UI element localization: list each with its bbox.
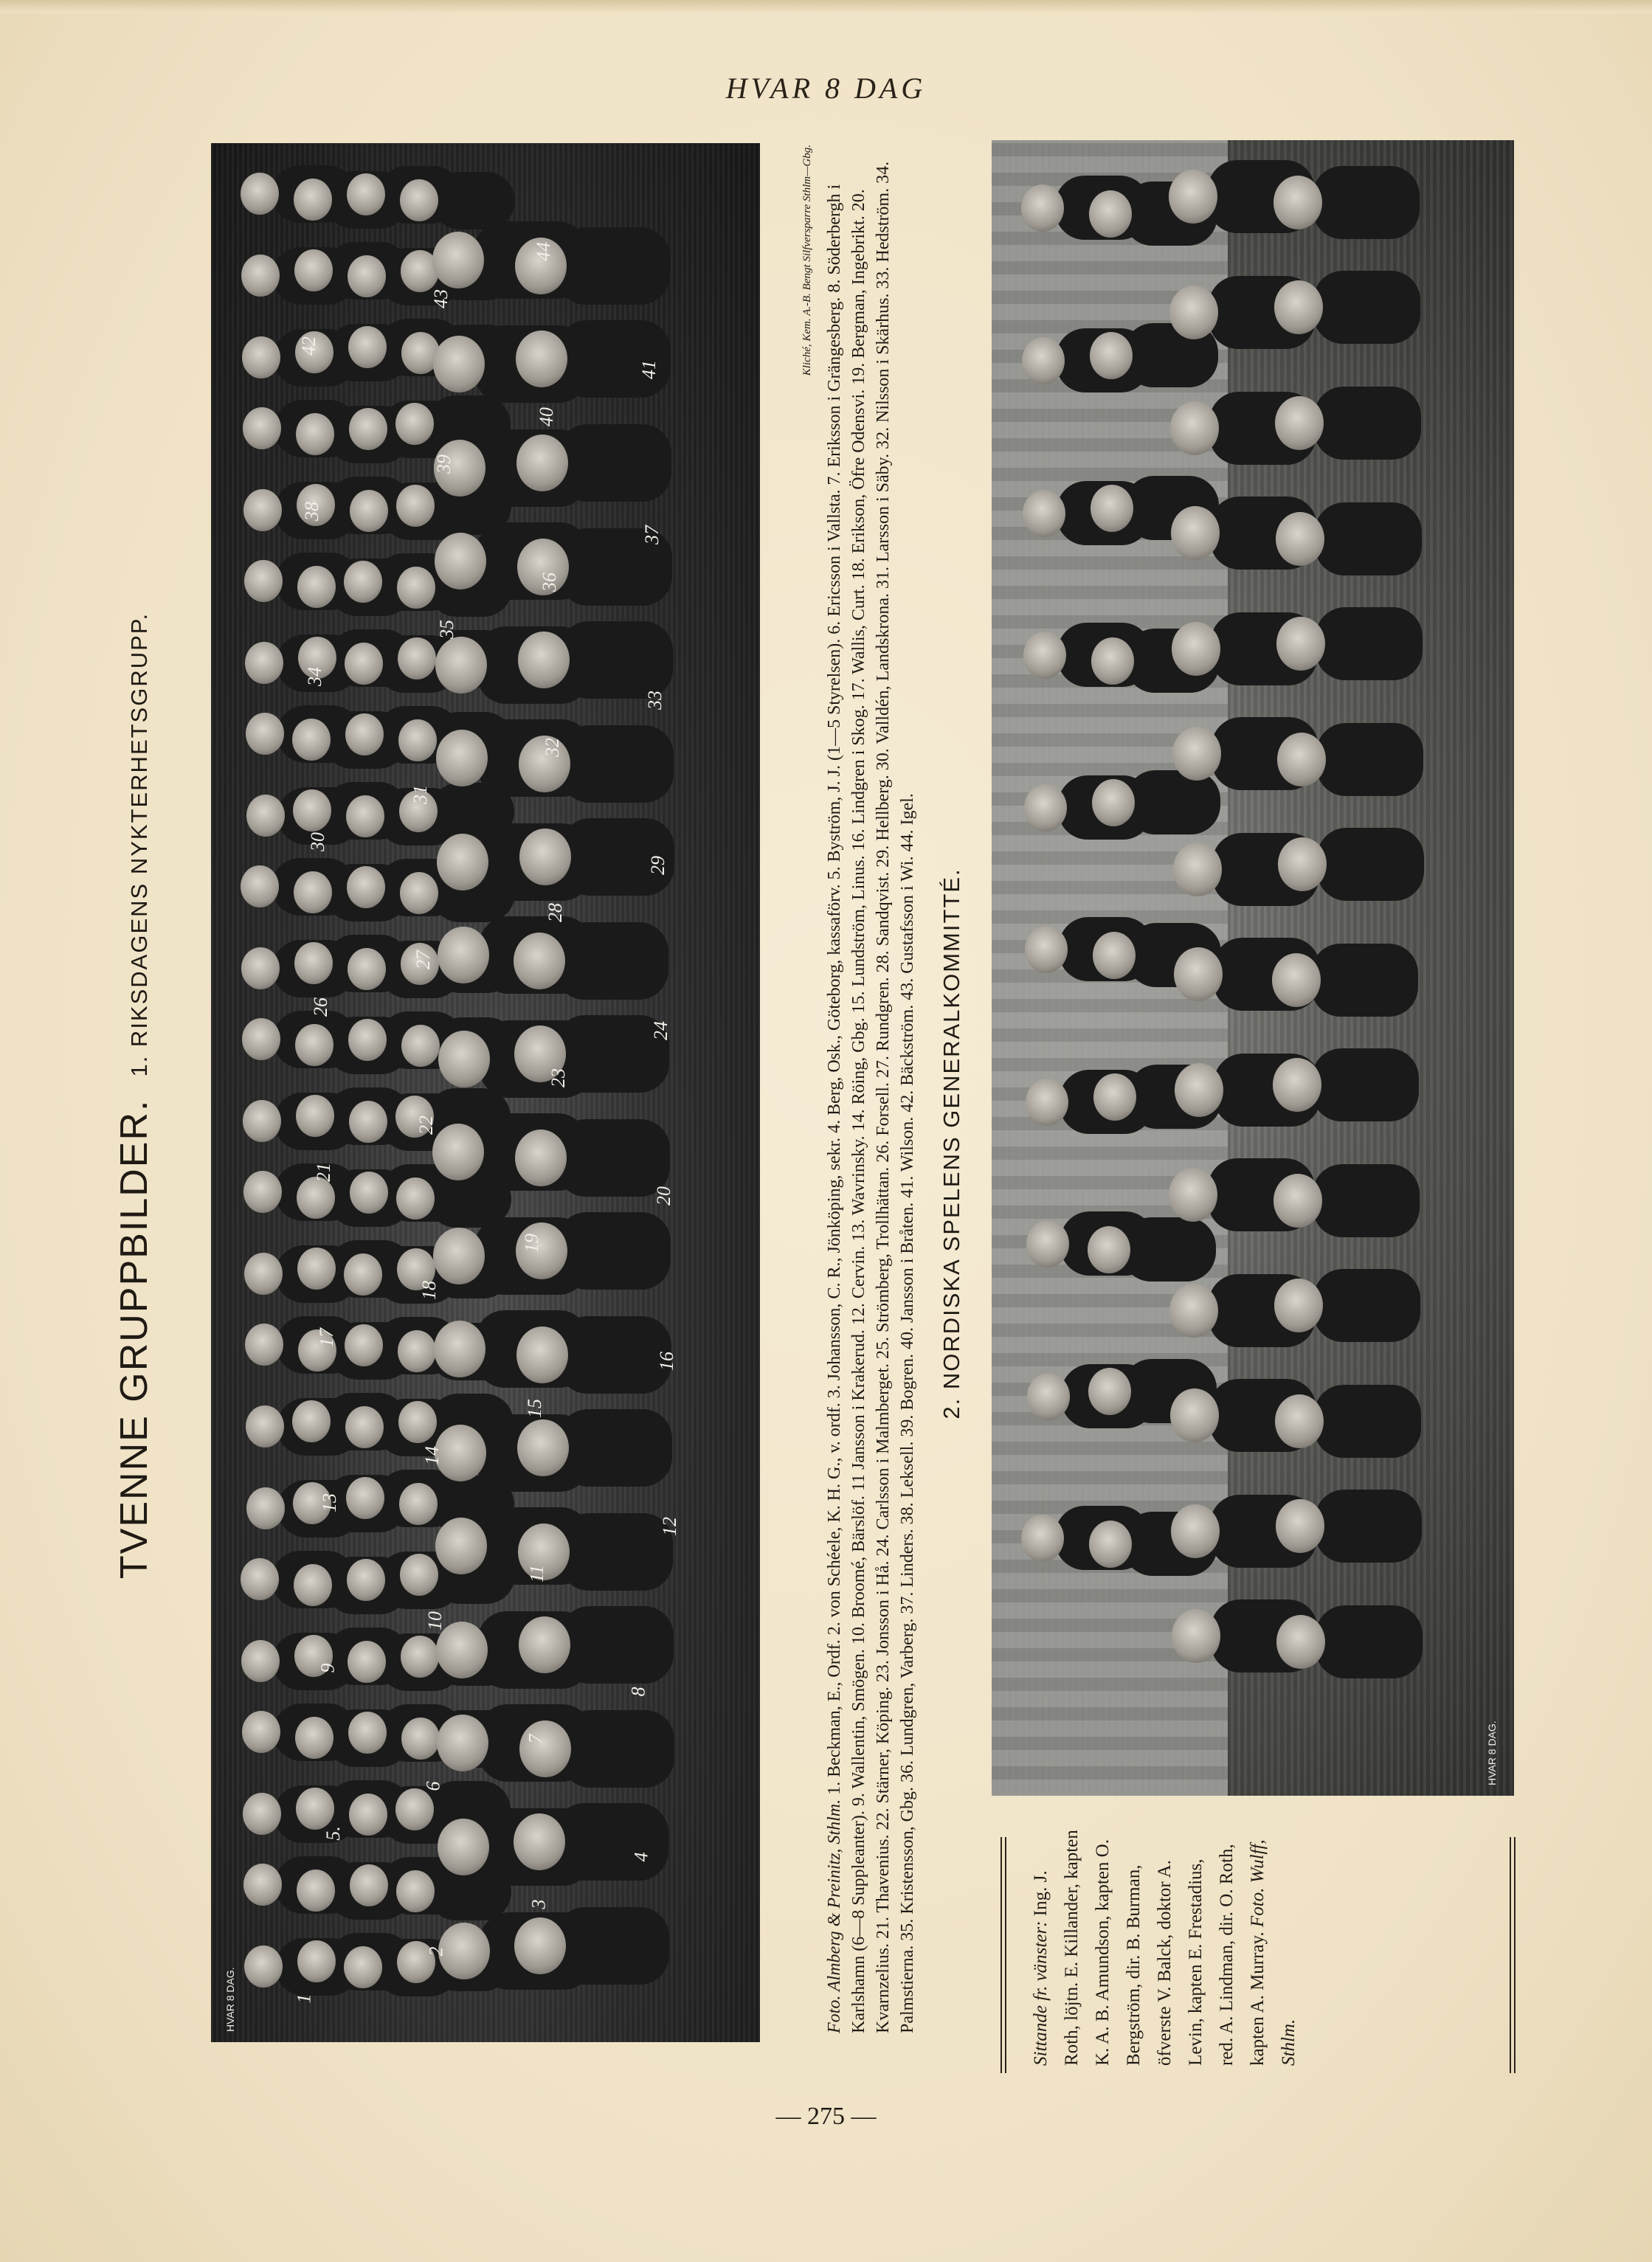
person-face bbox=[1021, 184, 1064, 232]
person-face bbox=[241, 1558, 279, 1600]
person-body bbox=[1126, 770, 1220, 834]
person-face bbox=[433, 336, 485, 392]
person-face bbox=[437, 1715, 488, 1771]
person-face bbox=[294, 249, 333, 291]
photo-number-label: 4 bbox=[630, 1852, 652, 1862]
person-face bbox=[514, 1813, 565, 1870]
photo-number-label: 42 bbox=[298, 336, 319, 356]
person-body bbox=[559, 621, 673, 699]
person-body bbox=[431, 172, 515, 229]
person-face bbox=[347, 1559, 385, 1601]
person-face bbox=[1022, 337, 1065, 384]
article-subtitle: 1. RIKSDAGENS NYKTERHETSGRUPP. bbox=[126, 612, 152, 1077]
photo-number-label: 33 bbox=[644, 691, 666, 710]
person-face bbox=[401, 1718, 440, 1760]
person-face bbox=[1273, 176, 1322, 229]
person-face bbox=[348, 326, 387, 368]
person-face bbox=[1027, 1373, 1070, 1420]
person-face bbox=[1172, 1609, 1220, 1663]
person-face bbox=[296, 413, 334, 455]
person-body bbox=[561, 1710, 674, 1788]
person-face bbox=[1276, 512, 1324, 566]
person-face bbox=[242, 336, 280, 378]
person-body bbox=[557, 1212, 671, 1290]
person-face bbox=[400, 1554, 438, 1596]
person-face bbox=[243, 407, 281, 449]
person-face bbox=[293, 789, 331, 831]
photo-number-label: 27 bbox=[412, 950, 434, 969]
person-body bbox=[1315, 502, 1422, 575]
person-body bbox=[560, 725, 674, 803]
person-face bbox=[1026, 1079, 1068, 1126]
person-face bbox=[345, 643, 383, 685]
person-face bbox=[515, 1130, 567, 1186]
person-face bbox=[519, 1616, 570, 1673]
person-face bbox=[1278, 837, 1327, 891]
divider-rule bbox=[1510, 1837, 1511, 2073]
person-face bbox=[241, 1640, 280, 1682]
photo-number-label: 10 bbox=[424, 1611, 446, 1630]
photo-number-label: 38 bbox=[301, 502, 322, 521]
person-face bbox=[244, 1945, 283, 1988]
person-face bbox=[398, 1330, 436, 1372]
person-face bbox=[1091, 637, 1134, 685]
person-body bbox=[555, 922, 668, 1000]
person-face bbox=[246, 1405, 284, 1448]
person-face bbox=[1023, 490, 1065, 537]
person-body bbox=[558, 424, 671, 502]
person-face bbox=[242, 1711, 280, 1753]
person-face bbox=[295, 1024, 333, 1066]
person-face bbox=[516, 435, 568, 491]
person-face bbox=[1277, 733, 1326, 786]
person-face bbox=[516, 1327, 568, 1383]
person-face bbox=[297, 1248, 336, 1290]
person-face bbox=[246, 795, 285, 837]
caption-committee bbox=[1026, 1830, 1304, 2066]
photo-number-label: 31 bbox=[409, 785, 431, 804]
person-face bbox=[1090, 332, 1133, 379]
person-face bbox=[348, 1641, 386, 1683]
photo-number-label: 21 bbox=[313, 1163, 334, 1182]
person-face bbox=[514, 933, 565, 989]
person-face bbox=[1093, 1073, 1136, 1121]
person-body bbox=[1316, 607, 1423, 680]
person-face bbox=[517, 1419, 569, 1476]
person-face bbox=[1275, 1394, 1324, 1448]
person-face bbox=[432, 1124, 484, 1180]
person-face bbox=[1025, 926, 1068, 973]
photo-number-label: 36 bbox=[539, 573, 560, 592]
person-body bbox=[1316, 723, 1423, 796]
person-face bbox=[348, 255, 386, 297]
photo-number-label: 11 bbox=[526, 1564, 548, 1583]
person-face bbox=[401, 1025, 440, 1067]
photo-number-label: 24 bbox=[650, 1021, 671, 1040]
person-face bbox=[434, 1321, 485, 1377]
person-face bbox=[345, 713, 384, 755]
person-face bbox=[243, 489, 282, 531]
article-title: TVENNE GRUPPBILDER. bbox=[113, 1099, 156, 1580]
person-face bbox=[292, 719, 331, 761]
person-body bbox=[556, 227, 670, 305]
photo-number-label: 23 bbox=[547, 1068, 569, 1087]
person-face bbox=[1171, 506, 1220, 560]
person-face bbox=[243, 1100, 281, 1142]
person-face bbox=[435, 1518, 487, 1574]
photo-number-label: 2 bbox=[425, 1946, 447, 1957]
person-face bbox=[241, 255, 280, 297]
photo-credit-kliche: Kliché, Kem. A.-B. Bengt Silfversparre Sthlm—Gbg. bbox=[801, 145, 813, 376]
person-face bbox=[1088, 1368, 1131, 1415]
person-body bbox=[1317, 828, 1424, 901]
person-body bbox=[1312, 1048, 1419, 1121]
person-face bbox=[397, 567, 435, 609]
person-face bbox=[438, 1031, 490, 1087]
person-face bbox=[296, 1095, 334, 1137]
person-face bbox=[398, 637, 436, 679]
person-face bbox=[519, 829, 571, 885]
person-face bbox=[1173, 843, 1222, 896]
person-face bbox=[401, 1636, 439, 1678]
person-body bbox=[556, 1907, 669, 1985]
photo-watermark: HVAR 8 DAG. bbox=[224, 1967, 236, 2032]
person-face bbox=[1171, 1504, 1220, 1558]
person-face bbox=[297, 1870, 335, 1912]
person-face bbox=[346, 1477, 384, 1519]
person-body bbox=[1316, 1605, 1423, 1678]
person-body bbox=[560, 1606, 674, 1684]
person-face bbox=[395, 403, 434, 445]
person-face bbox=[435, 637, 487, 694]
photo-number-label: 29 bbox=[647, 856, 668, 875]
person-face bbox=[294, 871, 332, 913]
person-face bbox=[244, 1253, 283, 1295]
person-body bbox=[1313, 1164, 1420, 1237]
person-face bbox=[399, 1483, 438, 1525]
photo-number-label: 30 bbox=[307, 832, 328, 851]
photo-number-label: 43 bbox=[430, 289, 452, 308]
person-face bbox=[1275, 396, 1324, 450]
person-face bbox=[348, 1019, 387, 1061]
person-face bbox=[350, 490, 388, 532]
person-face bbox=[398, 719, 437, 761]
person-face bbox=[1091, 485, 1133, 532]
photo-number-label: 12 bbox=[659, 1517, 680, 1536]
photo-number-label: 3 bbox=[528, 1899, 550, 1909]
person-face bbox=[243, 1171, 282, 1213]
person-face bbox=[436, 730, 488, 786]
caption2-credit: Foto. Wulff, Sthlm. bbox=[1248, 1839, 1299, 2066]
person-face bbox=[241, 173, 279, 215]
person-face bbox=[1172, 727, 1221, 781]
person-face bbox=[1174, 947, 1223, 1001]
person-body bbox=[1122, 1217, 1216, 1282]
person-face bbox=[348, 948, 386, 990]
photo-number-label: 9 bbox=[317, 1663, 339, 1673]
photo-number-label: 40 bbox=[536, 407, 557, 426]
person-face bbox=[349, 408, 387, 450]
person-face bbox=[1093, 932, 1136, 979]
person-face bbox=[297, 1940, 336, 1982]
photo-number-label: 14 bbox=[421, 1446, 443, 1465]
divider-rule bbox=[1514, 1837, 1516, 2073]
caption-body: 1. Beckman, E., Ordf. 2. von Schéele, K. H. G., v. ordf. 3. Johansson, C. R., Jönköping, sekr. 4. Berg, Osk., Göteborg, kassaförv. 5. Byström, J. J. (1—5 Styrelsen). 6. Ericsson i Vallsta. 7. Eriksson i Grängesberg. 8. Söderbergh i Karlshamn (6—8 Suppleanter). 9. Wallentin, Smögen. 10. Broomé, Bärslöf. 11 Jansson i Krakerud. 12. Cervin. 13. Wavrinsky. 14. Röing, Gbg. 15. Lundström, Linus. 16. Lindgren i Skog. 17. Wallis, Curt. 18. Erikson, Öfre Odensvi. 19. Bergman, Ingebrikt. 20. Kvarnzelius. 21. Thavenius. 22. Stärner, Köping. 23. Jonsson i Hå. 24. Carlsson i Malmberget. 25. Strömberg, Trollhättan. 26. Forsell. 27. Rundgren. 28. Sandqvist. 29. Hellberg. 30. Valldén, Landskrona. 31. Larsson i Säby. 32. Nilsson i Skärhus. 33. Hedström. 34. Palmstierna. 35. Kristensson, Gbg. 36. Lundgren, Varberg. 37. Linders. 38. Leksell. 39. Bogren. 40. Jansson i Bråten. 41. Wilson. 42. Bäckström. 43. Gustafsson i Wi. 44. Igel. bbox=[825, 161, 917, 2033]
person-face bbox=[1276, 1615, 1325, 1669]
person-face bbox=[294, 179, 332, 221]
person-face bbox=[346, 795, 384, 837]
person-face bbox=[1169, 170, 1217, 224]
group-photo-committee bbox=[992, 140, 1514, 1796]
photo-number-label: 8 bbox=[627, 1687, 649, 1697]
person-face bbox=[1169, 1284, 1218, 1338]
person-face bbox=[1169, 286, 1218, 339]
photo-number-label: 15 bbox=[524, 1399, 545, 1418]
person-face bbox=[514, 1917, 566, 1974]
photo-number-label: 1 bbox=[293, 1993, 315, 2004]
person-face bbox=[396, 1870, 435, 1912]
photo-number-label: 39 bbox=[433, 454, 455, 474]
person-face bbox=[345, 1406, 384, 1448]
person-face bbox=[344, 561, 382, 603]
person-face bbox=[246, 713, 284, 755]
person-body bbox=[1314, 387, 1421, 460]
person-face bbox=[1089, 1521, 1132, 1568]
person-face bbox=[295, 1717, 333, 1759]
person-face bbox=[243, 1793, 281, 1835]
photo-number-label: 18 bbox=[418, 1281, 440, 1300]
person-body bbox=[555, 1803, 668, 1881]
person-face bbox=[1088, 1226, 1130, 1273]
photo-watermark: HVAR 8 DAG. bbox=[1486, 1720, 1498, 1785]
person-face bbox=[396, 485, 435, 527]
person-face bbox=[395, 1788, 434, 1830]
person-body bbox=[1314, 1385, 1421, 1458]
person-body bbox=[1311, 944, 1418, 1017]
person-face bbox=[400, 179, 438, 221]
photo-number-label: 44 bbox=[533, 242, 554, 261]
running-header: HVAR 8 DAG bbox=[725, 72, 927, 105]
person-face bbox=[398, 1401, 437, 1443]
caption-lead: Foto. Almberg & Preinitz, Sthlm. bbox=[825, 1799, 844, 2033]
person-face bbox=[1276, 1499, 1324, 1553]
person-body bbox=[1313, 166, 1420, 239]
person-body bbox=[1313, 1269, 1420, 1342]
photo-number-label: 5. bbox=[322, 1826, 344, 1841]
photo-number-label: 22 bbox=[415, 1116, 437, 1135]
person-face bbox=[297, 566, 336, 608]
person-face bbox=[1170, 401, 1219, 455]
person-body bbox=[559, 1513, 673, 1591]
person-face bbox=[347, 173, 385, 215]
photo-number-label: 28 bbox=[545, 903, 566, 922]
photo-number-label: 35 bbox=[436, 620, 457, 639]
person-face bbox=[433, 1228, 485, 1284]
person-face bbox=[348, 1712, 387, 1754]
person-face bbox=[244, 560, 283, 602]
person-face bbox=[347, 866, 385, 908]
photo-number-label: 41 bbox=[638, 360, 660, 379]
photo-number-label: 32 bbox=[542, 738, 563, 757]
person-face bbox=[1092, 779, 1135, 826]
person-face bbox=[1273, 1058, 1321, 1112]
person-face bbox=[294, 1564, 332, 1606]
person-face bbox=[1024, 784, 1067, 831]
photo-number-label: 7 bbox=[525, 1734, 547, 1744]
photo-number-label: 17 bbox=[316, 1328, 337, 1347]
page-top-edge bbox=[0, 0, 1652, 13]
person-face bbox=[344, 1253, 382, 1296]
person-face bbox=[1089, 190, 1132, 238]
person-face bbox=[1170, 1388, 1219, 1442]
person-face bbox=[437, 834, 488, 890]
person-face bbox=[1175, 1063, 1223, 1117]
person-face bbox=[350, 1864, 388, 1906]
article-title-block bbox=[112, 564, 156, 1627]
caption2-lead: Sittande fr. vänster: bbox=[1031, 1920, 1051, 2066]
person-face bbox=[1273, 1174, 1322, 1228]
person-face bbox=[1026, 1220, 1069, 1267]
person-face bbox=[245, 642, 283, 684]
page-number: — 275 — bbox=[775, 2103, 877, 2130]
person-face bbox=[344, 1946, 382, 1988]
person-face bbox=[432, 232, 484, 288]
person-body bbox=[557, 320, 671, 398]
person-face bbox=[246, 1487, 285, 1529]
person-body bbox=[556, 1119, 670, 1197]
person-face bbox=[1169, 1168, 1217, 1222]
person-face bbox=[1172, 622, 1220, 676]
person-body bbox=[558, 1316, 671, 1394]
person-face bbox=[438, 927, 489, 983]
person-face bbox=[296, 1788, 334, 1830]
person-face bbox=[1274, 280, 1323, 334]
person-face bbox=[245, 1324, 283, 1366]
divider-rule bbox=[1005, 1837, 1006, 2073]
person-face bbox=[1272, 953, 1321, 1007]
person-face bbox=[292, 1400, 331, 1442]
caption-temperance bbox=[795, 145, 920, 2033]
person-face bbox=[518, 632, 570, 688]
person-body bbox=[1315, 1490, 1422, 1563]
section-title-2: 2. NORDISKA SPELENS GENERALKOMMITTÉ. bbox=[939, 868, 964, 1419]
person-face bbox=[349, 1101, 387, 1143]
person-face bbox=[400, 872, 438, 914]
person-face bbox=[1021, 1515, 1064, 1562]
person-face bbox=[1274, 1279, 1323, 1332]
person-face bbox=[345, 1324, 383, 1366]
divider-rule bbox=[1000, 1837, 1002, 2073]
photo-number-label: 19 bbox=[521, 1234, 542, 1253]
person-face bbox=[435, 533, 486, 589]
person-face bbox=[438, 1819, 489, 1875]
person-face bbox=[396, 1177, 435, 1220]
person-face bbox=[516, 331, 567, 387]
group-photo-temperance bbox=[211, 143, 760, 2042]
person-face bbox=[1276, 617, 1325, 671]
photo-number-label: 16 bbox=[656, 1352, 677, 1371]
person-face bbox=[294, 942, 333, 984]
photo-number-label: 13 bbox=[319, 1493, 340, 1512]
caption2-body: Ing. J. Roth, löjtn. E. Killander, kapten K. A. B. Amundson, kapten O. Bergström, dir. B. Burman, öfverste V. Balck, doktor A. Levin, kapten E. Frestadius, red. A. Lindman, dir. O. Roth, kapten A. Murray. bbox=[1031, 1830, 1268, 2066]
person-face bbox=[241, 947, 280, 989]
person-body bbox=[1313, 271, 1420, 344]
person-face bbox=[297, 1177, 335, 1219]
photo-number-label: 34 bbox=[304, 667, 325, 686]
person-face bbox=[349, 1794, 387, 1836]
person-body bbox=[559, 1409, 672, 1487]
photo-number-label: 6 bbox=[422, 1781, 444, 1791]
person-face bbox=[241, 865, 279, 907]
person-face bbox=[519, 1720, 571, 1777]
photo-number-label: 26 bbox=[310, 997, 331, 1017]
person-face bbox=[242, 1018, 280, 1060]
person-face bbox=[350, 1172, 388, 1214]
photo-number-label: 37 bbox=[641, 525, 663, 544]
person-face bbox=[243, 1864, 282, 1906]
person-face bbox=[1023, 632, 1066, 679]
photo-number-label: 20 bbox=[653, 1186, 674, 1206]
